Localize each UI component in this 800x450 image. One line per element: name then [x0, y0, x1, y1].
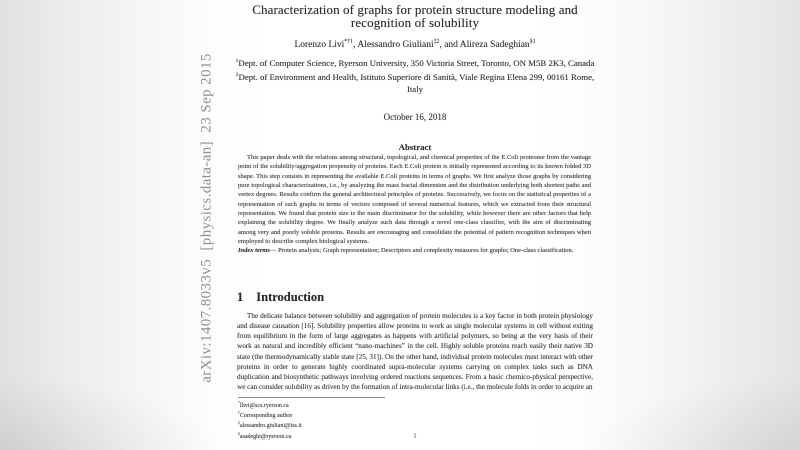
- affiliation-1: [229, 55, 601, 69]
- author-line: [237, 39, 593, 50]
- author-3-superscript: §1: [529, 39, 536, 45]
- affiliation-2: [229, 69, 601, 95]
- section-title: Introduction: [256, 290, 325, 304]
- index-terms-text: — Protein analysis; Graph representation; Descriptors and complexity measures for graphs; One-class classification.: [269, 247, 574, 255]
- introduction-paragraph: The delicate balance between solubility and aggregation of protein molecules is a key factor in both protein physiology and disease causation [16]. Solubility properties allow proteins to work as single molecular systems in cell without exiting from equilibrium in the form of large aggregates as happens with artificial polymers, so being at the very basis of their work as natural and incredibly efficient “nano-machines” in the cell. Highly soluble proteins reach easily their native 3D state (the thermodynamically stable state [25, 31]). On the other hand, individual protein molecules must interact with other proteins in order to generate highly coordinated supra-molecular systems carrying on complex tasks such as DNA duplication and biosynthetic pathways involving ordered reactions sequences. From a basic chemico-physical perspective, we can consider solubility as driven by the formation of intra-molecular links (i.e., the molecule folds in order to acquire an: [237, 312, 593, 392]
- arxiv-sidebar-watermark: arXiv:1407.8033v5 [physics.data-an] 23 Sep 2015: [198, 53, 215, 383]
- affiliation-1-superscript: 1: [235, 58, 239, 64]
- footnote-mark-asterisk: *: [238, 401, 240, 405]
- author-1: Lorenzo Livi$^{*\dagger 1}$: [294, 39, 354, 51]
- author-2-superscript: ‡2: [433, 39, 440, 45]
- affiliation-2-text: Dept. of Environment and Health, Istituto Superiore di Sanità, Viale Regina Elena 299, 00161 Rome, Italy: [238, 71, 595, 94]
- paper-title-line-2: recognition of solubility: [350, 14, 480, 30]
- footnote-email-livi: *llivi@scs.ryerson.ca: [238, 401, 289, 409]
- affiliations: [229, 55, 601, 95]
- section-heading-introduction: [237, 290, 324, 305]
- index-terms-label: Index terms: [238, 247, 270, 255]
- footnote-email-giuliani: ‡alessandro.giuliani@iss.it: [238, 421, 302, 430]
- abstract-text: This paper deals with the relations among structural, topological, and chemical properties of the E.Coli proteome from the vantage point of the solubility/aggregation propensity of proteins. Each E.Coli protein is initially represented according to its known folded 3D shape. This step consists in representing the available E.Coli proteins in terms of graphs. We first analyze those graphs by considering pure topological characterizations, i.e., by analyzing the mass fractal dimension and the distribution underlying both shortest paths and vertex degrees. Results confirm the general architectural principles of proteins. Successively, we focus on the statistical properties of a representation of such graphs in terms of vectors composed of several numerical features, which we extracted from their structural representation. We found that protein size is the main discriminator for the solubility, while however there are other factors that help explaining the solubility degree. We finally analyze such data through a novel one-class classifier, with the aim of discriminating among very and poorly soluble proteins. Results are encouraging and consolidate the potential of pattern recognition techniques when employed to describe complex biological systems.: [238, 154, 591, 246]
- author-2: , Alessandro Giuliani$^{\ddagger 2}$: [353, 39, 440, 51]
- footnote-rule: [238, 397, 385, 398]
- abstract-heading: Abstract: [398, 142, 432, 152]
- author-3: , and Alireza Sadeghian$^{\S 1}$: [439, 39, 536, 51]
- index-terms-line: [238, 246, 591, 255]
- affiliation-2-superscript: 2: [235, 71, 239, 78]
- author-1-superscript: *†1: [344, 39, 354, 45]
- footnote-mark-section: §: [238, 431, 240, 436]
- footnote-mark-double-dagger: ‡: [238, 421, 240, 426]
- footnote-email-sadeghian: §asadeghi@ryerson.ca: [238, 431, 292, 440]
- footnote-mark-dagger: †: [238, 411, 240, 416]
- page-number: 1: [413, 431, 417, 440]
- abstract-block: [238, 153, 591, 256]
- paper-date: October 16, 2018: [383, 112, 447, 122]
- section-number: 1: [237, 290, 244, 304]
- affiliation-1-text: Dept. of Computer Science, Ryerson University, 350 Victoria Street, Toronto, ON M5B 2K3, Canada: [238, 57, 595, 68]
- footnote-corresponding-author: †Corresponding author: [238, 411, 293, 420]
- paper-title-line-1: Characterization of graphs for protein structure modeling and: [252, 2, 578, 17]
- paper-title: [237, 4, 593, 29]
